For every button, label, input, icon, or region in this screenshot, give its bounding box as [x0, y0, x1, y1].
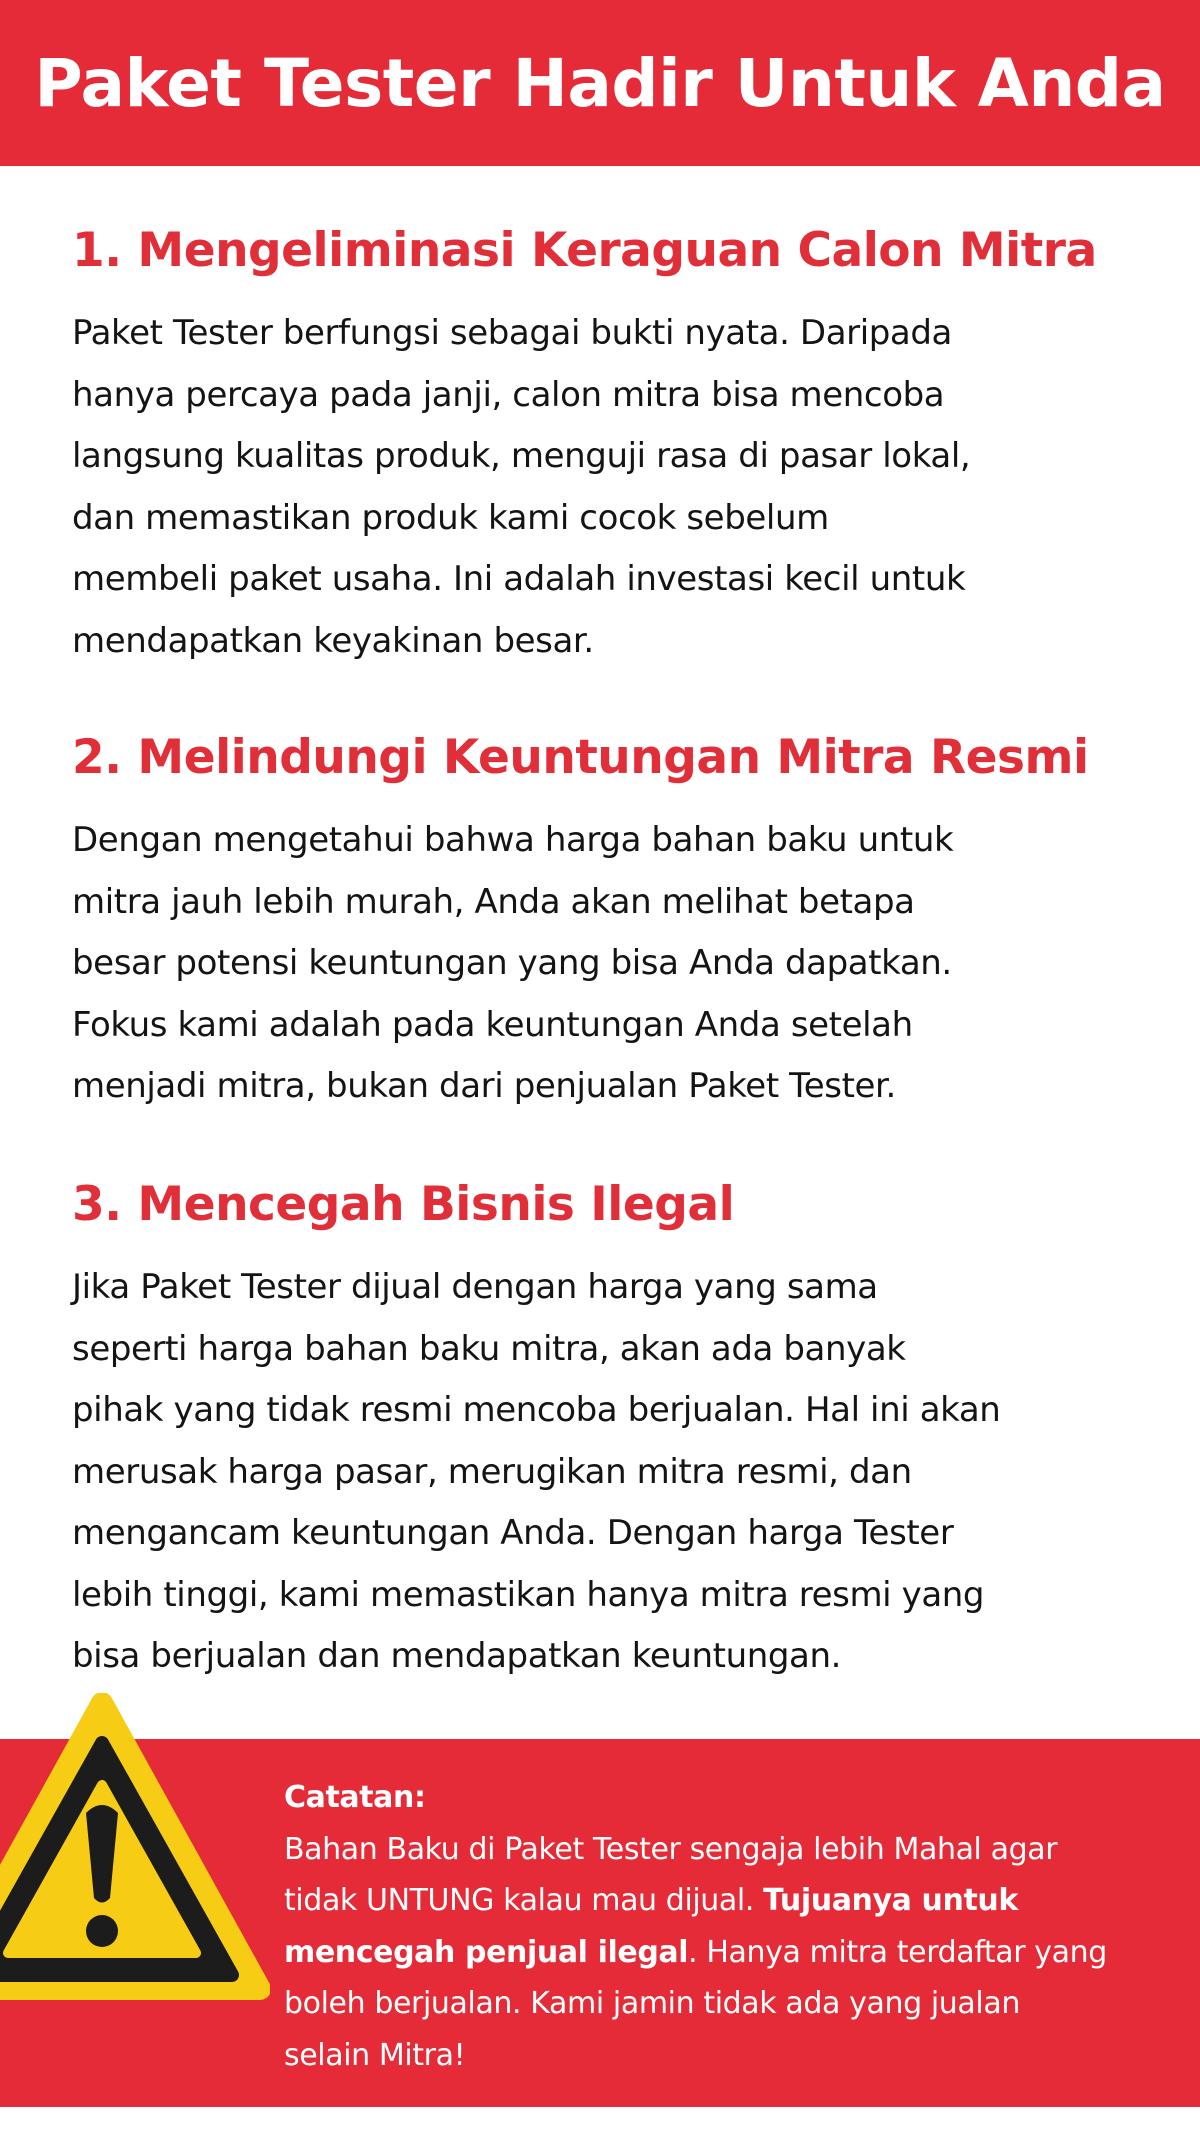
section-heading: 1. Mengeliminasi Keraguan Calon Mitra [72, 223, 1097, 278]
section-eliminate-doubt [72, 221, 1152, 672]
body-line: Dengan mengetahui bahwa harga bahan baku untuk [72, 820, 954, 860]
note-line: . Hanya mitra terdaftar yang [688, 1934, 1107, 1970]
section-heading: 3. Mencegah Bisnis Ilegal [72, 1177, 735, 1232]
body-line: mengancam keuntungan Anda. Dengan harga Tester [72, 1513, 954, 1553]
body-line: pihak yang tidak resmi mencoba berjualan. Hal ini akan [72, 1390, 1001, 1430]
section-protect-profit [72, 728, 1152, 1118]
section-body [72, 1257, 1152, 1688]
body-line: lebih tinggi, kami memastikan hanya mitra resmi yang [72, 1574, 985, 1615]
body-line: dan memastikan produk kami cocok sebelum [72, 497, 829, 538]
body-line: besar potensi keuntungan yang bisa Anda dapatkan. [72, 943, 952, 983]
page-header [0, 0, 1200, 166]
section-body [72, 810, 1152, 1118]
body-line: menjadi mitra, bukan dari penjualan Paket Tester. [72, 1066, 896, 1106]
note-line: Bahan Baku di Paket Tester sengaja lebih Mahal agar [284, 1831, 1058, 1867]
body-line: Jika Paket Tester dijual dengan harga yang sama [72, 1267, 878, 1307]
section-heading: 2. Melindungi Keuntungan Mitra Resmi [72, 730, 1089, 785]
body-line: Fokus kami adalah pada keuntungan Anda setelah [72, 1004, 913, 1045]
body-line: mendapatkan keyakinan besar. [72, 620, 594, 661]
body-line: mitra jauh lebih murah, Anda akan melihat betapa [72, 881, 915, 922]
note-text [284, 1772, 1184, 2081]
note-line: boleh berjualan. Kami jamin tidak ada yang jualan [284, 1986, 1020, 2021]
body-line: hanya percaya pada janji, calon mitra bisa mencoba [72, 374, 945, 415]
note-title: Catatan: [284, 1780, 426, 1815]
warning-triangle-icon [0, 1693, 270, 2009]
section-body [72, 303, 1152, 672]
body-line: membeli paket usaha. Ini adalah investasi kecil untuk [72, 559, 966, 599]
note-emphasis: Tujuanya untuk [763, 1883, 1018, 1918]
page-title: Paket Tester Hadir Untuk Anda [34, 44, 1166, 122]
body-line: seperti harga bahan baku mitra, akan ada banyak [72, 1328, 906, 1369]
body-line: Paket Tester berfungsi sebagai bukti nyata. Daripada [72, 313, 952, 353]
body-line: langsung kualitas produk, menguji rasa di pasar lokal, [72, 436, 971, 476]
note-line: tidak UNTUNG kalau mau dijual. [284, 1883, 764, 1918]
note-line: selain Mitra! [284, 2037, 466, 2073]
body-line: merusak harga pasar, merugikan mitra resmi, dan [72, 1451, 912, 1492]
body-line: bisa berjualan dan mendapatkan keuntungan. [72, 1636, 842, 1676]
note-emphasis: mencegah penjual ilegal [284, 1934, 689, 1970]
section-prevent-illegal [72, 1175, 1152, 1688]
